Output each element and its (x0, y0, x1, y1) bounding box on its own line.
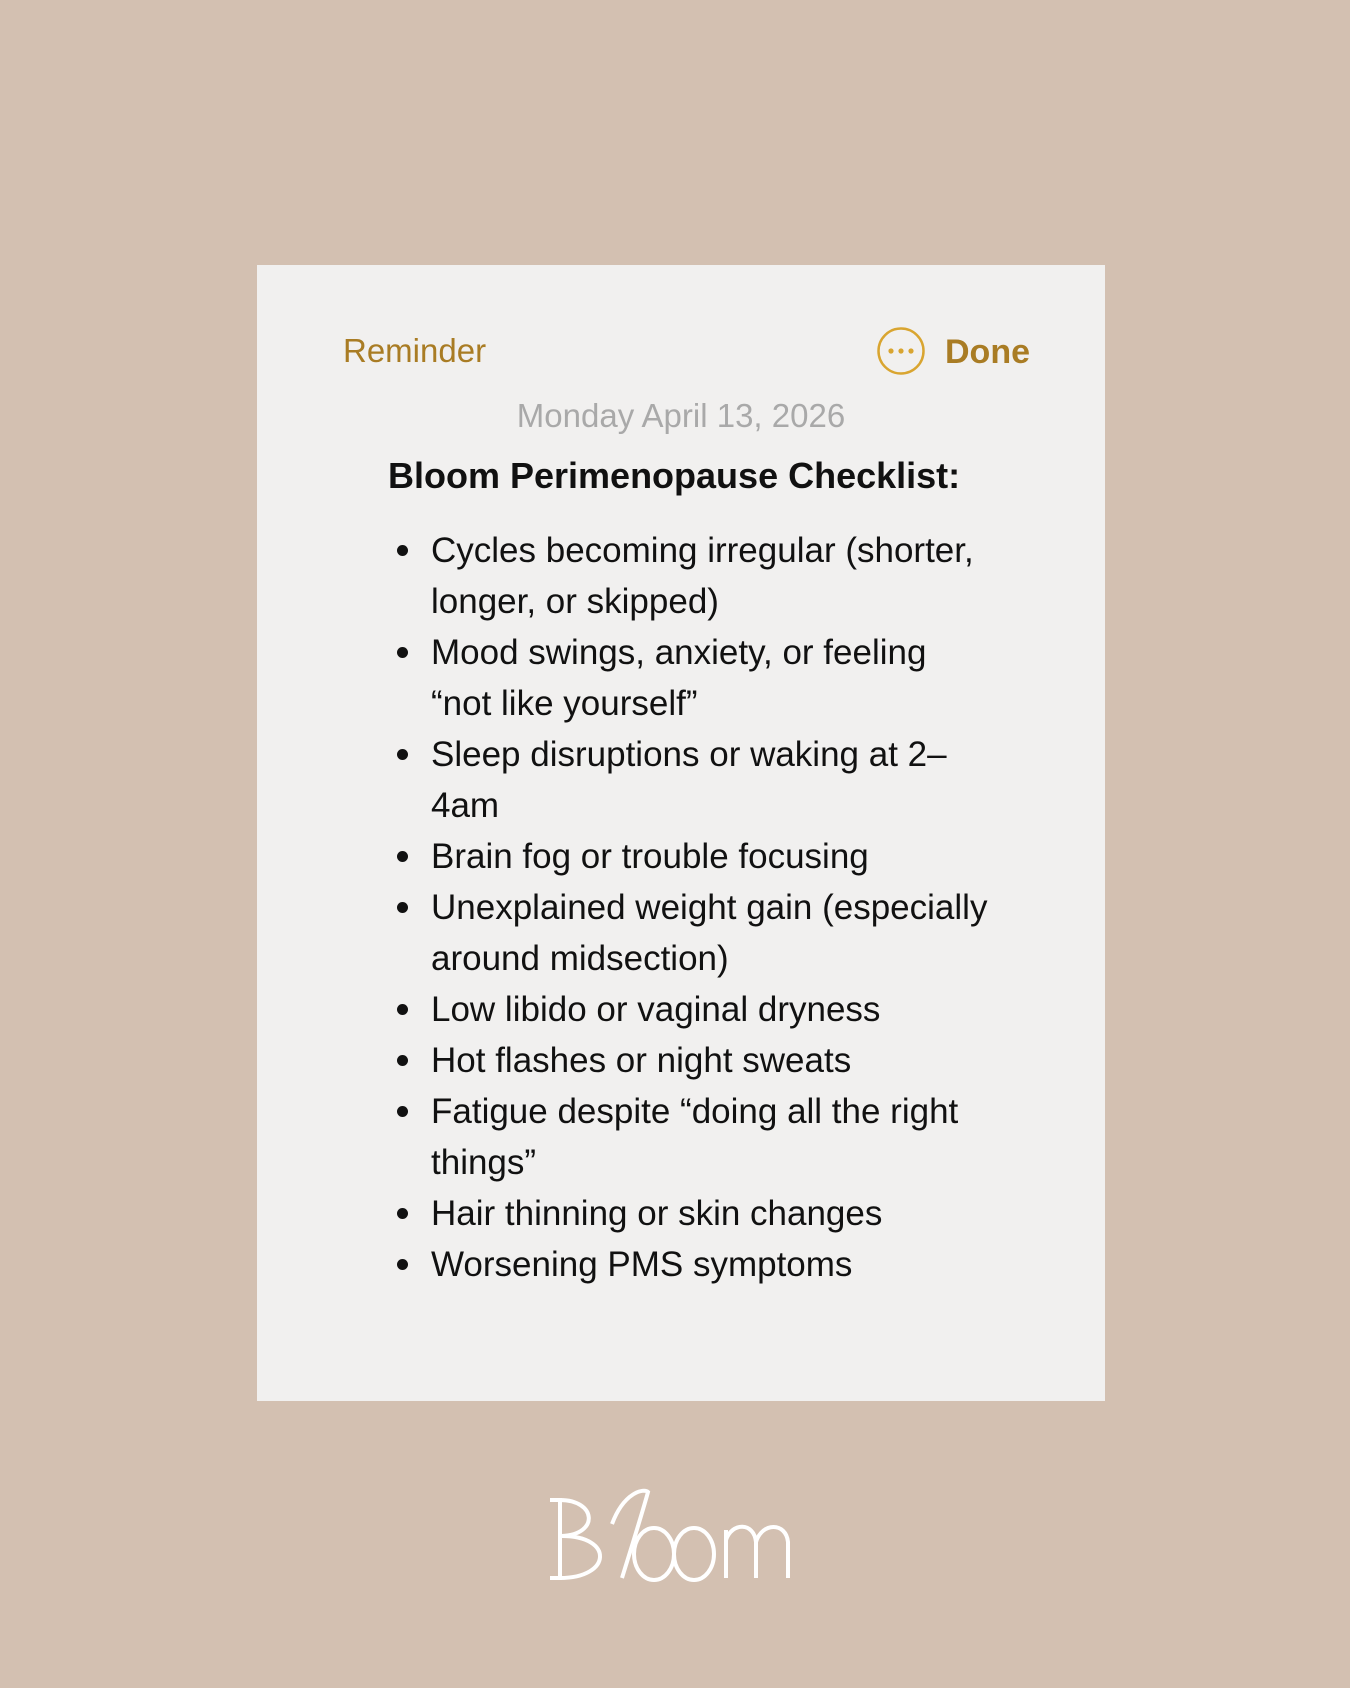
bullet-icon (397, 1106, 408, 1117)
bloom-logo (538, 1480, 818, 1590)
checklist-item (388, 525, 988, 627)
checklist-item-text: Unexplained weight gain (especially around midsection) (431, 888, 988, 978)
checklist-item (388, 1035, 988, 1086)
done-button[interactable]: Done (945, 333, 1030, 371)
bullet-icon (397, 902, 408, 913)
bullet-icon (397, 851, 408, 862)
checklist-item (388, 1239, 988, 1290)
checklist-item-text: Worsening PMS symptoms (431, 1245, 853, 1284)
symptom-checklist (388, 525, 988, 1290)
checklist-item-text: Mood swings, anxiety, or feeling “not like yourself” (431, 633, 927, 723)
checklist-item (388, 1086, 988, 1188)
bullet-icon (397, 1208, 408, 1219)
checklist-item-text: Cycles becoming irregular (shorter, longer, or skipped) (431, 531, 974, 621)
bullet-icon (397, 749, 408, 760)
more-options-button[interactable] (877, 327, 925, 375)
checklist-item-text: Fatigue despite “doing all the right things” (431, 1092, 959, 1182)
ellipsis-circle-icon (877, 327, 925, 375)
reminder-note-card (257, 265, 1105, 1401)
bloom-wordmark-logo (538, 1480, 818, 1590)
checklist-item-text: Sleep disruptions or waking at 2–4am (431, 735, 947, 825)
reminder-back-button[interactable]: Reminder (343, 332, 487, 369)
note-date: Monday April 13, 2026 (516, 397, 846, 434)
bullet-icon (397, 1004, 408, 1015)
checklist-item (388, 831, 988, 882)
checklist-item-text: Low libido or vaginal dryness (431, 990, 881, 1029)
checklist-item (388, 984, 988, 1035)
checklist-item (388, 1188, 988, 1239)
bullet-icon (397, 1055, 408, 1066)
note-title: Bloom Perimenopause Checklist: (388, 455, 961, 496)
bullet-icon (397, 647, 408, 658)
checklist-item (388, 627, 988, 729)
bullet-icon (397, 545, 408, 556)
checklist-item-text: Hot flashes or night sweats (431, 1041, 852, 1080)
checklist-item-text: Hair thinning or skin changes (431, 1194, 883, 1233)
checklist-item-text: Brain fog or trouble focusing (431, 837, 869, 876)
checklist-item (388, 882, 988, 984)
bullet-icon (397, 1259, 408, 1270)
checklist-item (388, 729, 988, 831)
